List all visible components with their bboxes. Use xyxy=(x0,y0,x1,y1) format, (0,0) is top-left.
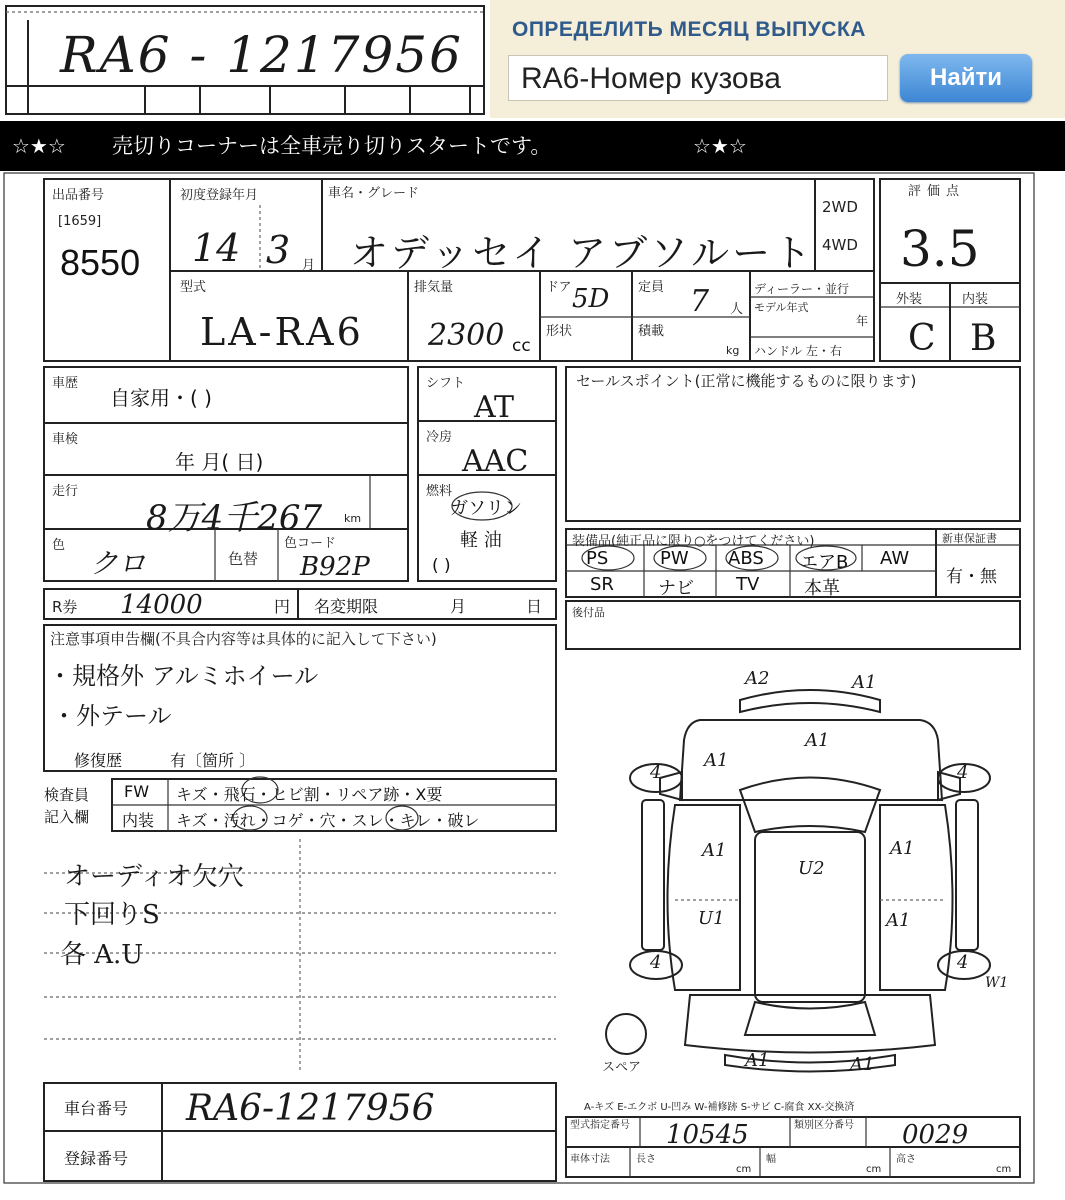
history-value: 自家用・( ) xyxy=(110,386,212,410)
mark-a1-rear-left: A1 xyxy=(745,1050,770,1071)
mileage-value: 8万4千267 xyxy=(146,498,323,538)
equip-aw: AW xyxy=(880,548,910,569)
equip-ps: PS xyxy=(586,548,609,569)
model-label: 型式 xyxy=(180,280,207,295)
recycle-label: R券 xyxy=(52,598,78,616)
model-year-unit: 年 xyxy=(856,314,869,328)
banner-stars-left: ☆★☆ xyxy=(12,134,66,158)
mark-a1-front-bumper: A1 xyxy=(852,672,877,693)
handle-label: ハンドル 左・右 xyxy=(754,344,842,358)
top-chassis-handwritten: RA6 - 1217956 xyxy=(60,26,463,84)
displacement-value: 2300 xyxy=(428,318,505,353)
name-change-label: 名変期限 xyxy=(314,597,379,616)
find-button[interactable]: Найти xyxy=(900,54,1032,102)
drive-4wd: 4WD xyxy=(822,236,858,254)
equip-pw: PW xyxy=(660,548,689,569)
mark-a1-left-fender: A1 xyxy=(704,750,729,771)
inspector-label-1: 検査員 xyxy=(44,786,90,804)
ac-value: AAC xyxy=(462,444,529,479)
equip-abs: ABS xyxy=(728,548,764,569)
fw-items: キズ・飛石・ヒビ割・リペア跡・X要 xyxy=(176,785,443,804)
height-label: 高さ xyxy=(896,1154,916,1165)
history-label: 車歴 xyxy=(52,376,79,391)
model-year-label: モデル年式 xyxy=(754,301,809,314)
registration-month-unit: 月 xyxy=(302,258,316,273)
mark-u1-left-rear-door: U1 xyxy=(698,908,725,929)
model-value: LA-RA6 xyxy=(200,310,364,354)
capacity-value: 7 xyxy=(690,284,710,319)
mileage-label: 走行 xyxy=(52,484,79,499)
sales-point-label: セールスポイント(正常に機能するものに限ります) xyxy=(576,372,917,390)
lot-label: 出品番号 xyxy=(52,188,105,203)
name-change-month: 月 xyxy=(450,597,467,616)
mark-a1-rear-right: A1 xyxy=(850,1054,875,1075)
aftermarket-label: 後付品 xyxy=(572,606,605,619)
notes-line-2: ・外テール xyxy=(52,702,172,730)
spare-label: スペア xyxy=(602,1060,642,1075)
length-label: 長さ xyxy=(636,1154,656,1165)
inspector-label-2: 記入欄 xyxy=(44,808,90,826)
banner-text: 売切りコーナーは全車売り切りスタートです。 xyxy=(112,134,552,158)
displacement-label: 排気量 xyxy=(414,280,454,295)
drive-2wd: 2WD xyxy=(822,198,858,216)
grade-score: 3.5 xyxy=(900,220,980,278)
car-name-label: 車名・グレード xyxy=(328,186,420,201)
body-size-label: 車体寸法 xyxy=(570,1154,610,1165)
load-label: 積載 xyxy=(638,324,665,339)
width-unit: cm xyxy=(866,1164,882,1175)
mark-a1-right-rear-door: A1 xyxy=(886,910,911,931)
remark-line-1: オーディオ欠穴 xyxy=(64,862,244,892)
class-number-label: 類別区分番号 xyxy=(794,1120,854,1131)
inspection-label: 車検 xyxy=(52,432,79,447)
tire-front-left: 4 xyxy=(650,762,662,783)
mark-a1-left-front-door: A1 xyxy=(702,840,727,861)
mileage-unit: km xyxy=(344,512,362,525)
recycle-value: 14000 xyxy=(120,590,203,620)
inspector-circles xyxy=(230,774,430,834)
notes-label: 注意事項申告欄(不具合内容等は具体的に記入して下さい) xyxy=(50,630,437,648)
interior-label: 内装 xyxy=(962,292,989,307)
repaint-label: 色替 xyxy=(228,550,259,568)
color-label: 色 xyxy=(52,538,66,553)
doors-label: ドア xyxy=(546,280,572,295)
fuel-diesel: 軽 油 xyxy=(460,530,502,551)
height-unit: cm xyxy=(996,1164,1012,1175)
warranty-label: 新車保証書 xyxy=(942,532,997,545)
mark-a1-right-front-door: A1 xyxy=(890,838,915,859)
doors-value: 5D xyxy=(572,284,610,314)
shape-label: 形状 xyxy=(546,324,573,339)
equipment-circles xyxy=(574,544,874,574)
mark-a1-hood: A1 xyxy=(805,730,830,751)
spec-number-value: 10545 xyxy=(666,1120,749,1150)
warranty-value: 有・無 xyxy=(946,567,997,587)
repair-value: 有〔箇所 〕 xyxy=(170,751,256,770)
capacity-label: 定員 xyxy=(638,280,665,295)
interior-grade: B xyxy=(970,318,997,359)
registration-month: 3 xyxy=(266,228,291,272)
interior-row-label: 内装 xyxy=(122,811,155,830)
exterior-label: 外装 xyxy=(896,292,923,307)
registration-label: 初度登録年月 xyxy=(180,188,259,203)
mark-w1-right: W1 xyxy=(985,975,1009,991)
banner-stars-right: ☆★☆ xyxy=(693,134,747,158)
tire-front-right: 4 xyxy=(957,762,969,783)
sale-banner xyxy=(0,121,1065,171)
car-name-value: オデッセイ アブソルート xyxy=(350,231,815,275)
dealer-label: ディーラー・並行 xyxy=(754,282,850,296)
interior-items: キズ・汚れ・コゲ・穴・スレ・キレ・破レ xyxy=(176,811,480,830)
equip-sr: SR xyxy=(590,574,614,595)
chassis-value: RA6-1217956 xyxy=(186,1088,435,1129)
displacement-unit: cc xyxy=(512,336,531,356)
class-number-value: 0029 xyxy=(902,1120,969,1150)
fw-label: FW xyxy=(124,782,150,801)
color-value: クロ xyxy=(90,547,147,580)
tire-rear-right: 4 xyxy=(957,952,969,973)
fuel-other: ( ) xyxy=(432,556,451,576)
registration-year: 14 xyxy=(192,226,241,270)
notes-line-1: ・規格外 アルミホイール xyxy=(48,662,319,690)
fuel-label: 燃料 xyxy=(426,484,453,499)
color-code-label: 色コード xyxy=(284,536,337,551)
lot-number: 8550 xyxy=(60,242,141,283)
fuel-gas-circle xyxy=(446,490,516,524)
tire-rear-left: 4 xyxy=(650,952,662,973)
remark-line-2: 下回りS xyxy=(64,900,160,930)
length-unit: cm xyxy=(736,1164,752,1175)
name-change-day: 日 xyxy=(526,597,543,616)
shift-value: AT xyxy=(474,390,515,425)
shift-label: シフト xyxy=(426,376,466,391)
color-code-value: B92P xyxy=(300,552,370,582)
chassis-label: 車台番号 xyxy=(64,1099,129,1118)
lookup-title: ОПРЕДЕЛИТЬ МЕСЯЦ ВЫПУСКА xyxy=(512,18,866,41)
exterior-grade: C xyxy=(908,318,936,359)
registration-number-label: 登録番号 xyxy=(64,1149,129,1168)
fuel-gas: ガソリン xyxy=(450,498,522,519)
mark-a2-front: A2 xyxy=(745,668,770,689)
load-unit: kg xyxy=(726,344,740,357)
repair-label: 修復歴 xyxy=(74,751,123,770)
width-label: 幅 xyxy=(766,1154,776,1165)
equip-tv: TV xyxy=(736,574,760,595)
equip-airbag: エアB xyxy=(800,552,849,573)
spec-number-label: 型式指定番号 xyxy=(570,1120,630,1131)
equip-leather: 本革 xyxy=(804,578,840,599)
chassis-number-input[interactable]: RA6-Номер кузова xyxy=(508,55,888,101)
capacity-unit: 人 xyxy=(730,302,744,317)
remark-line-3: 各 A.U xyxy=(60,940,144,970)
equipment-label: 装備品(純正品に限り○をつけてください) xyxy=(572,534,815,549)
inspection-value: 年 月( 日) xyxy=(175,450,264,474)
mark-u2-roof: U2 xyxy=(798,858,825,879)
grade-label: 評価点 xyxy=(908,184,966,199)
recycle-unit: 円 xyxy=(274,597,291,616)
equip-navi: ナビ xyxy=(658,578,694,599)
damage-legend: A-キズ E-エクボ U-凹み W-補修跡 S-サビ C-腐食 XX-交換済 xyxy=(584,1102,855,1113)
ac-label: 冷房 xyxy=(426,430,453,445)
lot-code: [1659] xyxy=(58,214,102,229)
